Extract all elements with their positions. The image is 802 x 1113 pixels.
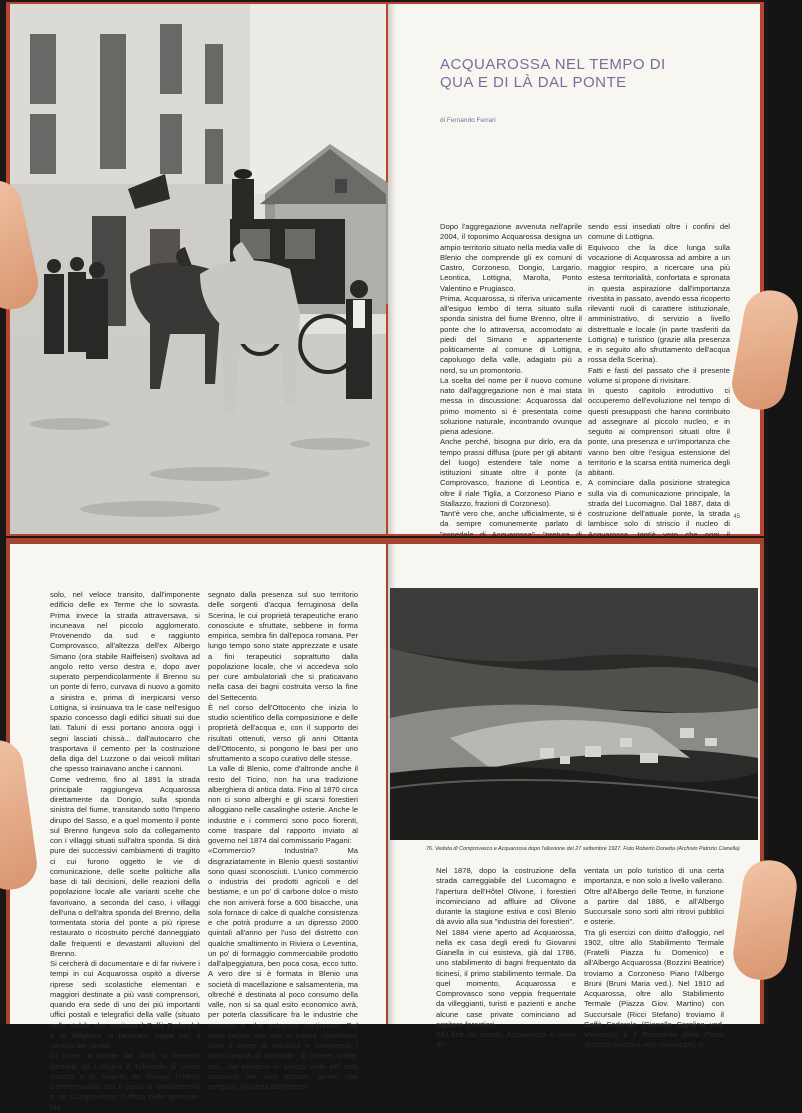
text-column-a: solo, nel veloce transito, dall'imponente edificio delle ex Terme che lo sovrasta. Prima invece la strada attraversava, si incuneava nel piccolo agglomerato. Provenendo da sud e raggiunto Comprovasco, all'altezza dell'ex Albergo Simano (ora stabile Raiffeisen) svoltava ad angolo retto verso destra e, dopo aver superato perpendicolarmente il Brenno su un ponte di ferro, curvava di nuovo a gomito a sinistra e, prima di inerpicarsi verso Lottigna, si insinuava tra le case nell'esiguo spazio concesso dagli edifici situati sui due lati. Taluni di essi portano ancora oggi i segni lasciati chissà... dall'autocarro che trasportava il cemento per la costruzione della diga del Luzzone o dai veicoli militari che spesso trainavano anche i cannoni. Come vedremo, fino al 1891 la strada principale raggiungeva Acquarossa direttamente da Dongio, sulla sponda sinistra del fiume, transitando sotto l'imperio dirupo del Sasso, e a quel momento il ponte sul Brenno fungeva solo da collegamento con i villaggi situati sull'altra sponda. Si dirà pure dei successivi cambiamenti di tragitto ci cui furono oggetto le vie di comunicazione, delle scelte politiche alla base di tali decisioni, delle reazioni della popolazione locale alle varianti scelte che favorivano, a seconda del caso, i villaggi dell'una o dell'altra sponda del Brenno, della tormentata storia del ponte a più riprese restaurato o ricostruito perché danneggiato dalle frequenti e devastanti alluvioni del Brenno. Si cercherà di documentare e di far rivivere i tempi in cui Acquarossa ospitò a diverse riprese sedi scolastiche elementari e maggiori destinate a più vasti comprensori, quando era sede di uno dei più importanti uffici postali e telegrafici della valle (situato nello stabile che ospitava il Caffè Federale) e le diligenze vi facevano tappa per il cambio dei cavalli. Di come, a partire dal 1891, vi vennero trasferiti da Lottigna il Tribunale di prima istanza e in seguito da Dongio l'Ufficio Commissariale con il posto di Gendarmeria e da Comprovasco l'Ufficio delle Ipoteche. Ma [50, 590, 200, 1112]
text-column-b: segnato dalla presenza sul suo territorio delle sorgenti d'acqua ferruginosa della Scerina, le cui proprietà terapeutiche erano conosciute e sfruttate, sebbene in forma empirica, sembra fin dall'epoca romana. Per lungo tempo sono state apprezzate e usate a fini terapeutici soprattutto dalla popolazione locale, che vi accedeva solo per cure ambulatoriali che si praticavano nella casa dei bagni costruita verso la fine del Settecento. È nel corso dell'Ottocento che inizia lo studio scientifico della composizione e delle proprietà dell'acqua e, con il supporto dei risultati ottenuti, verso gli anni Ottanta dell'Ottocento, si pongono le basi per uno sfruttamento a scopo curativo delle stesse. La valle di Blenio, come d'altronde anche il resto del Ticino, non ha una tradizione alberghiera di antica data. Fino al 1870 circa non ci sono alberghi e gli scarsi forestieri alloggiano nelle casalinghe osterie. Anche le industrie e i commerci sono poco fiorenti, come traspare dal rapporto inviato al governo nel 1874 dal commissario Pagani: «Commercio? Industria? Ma disgraziatamente in Blenio questi sostantivi sono quasi sconosciuti. L'unico commercio o industria dei prodotti agricoli e del bestiame, e un po' di carbone dolce o misto che non arriverà forse a 600 bisacche, una sola fornace di calce di qualche consistenza e che potrà produrre a un dipresso 2000 quintali all'anno per l'uso del distretto con qualche smaltimento in Riviera o Leventina, un po' di formaggio commerciabile prodotto dall'alpeggiatura, ben poca cosa, ecco tutto. A vero dire si è formata in Blenio una società di macellazione e salsamenteria, ma oltreché è destinata al poco consumo della valle, non si sa qual esito economico avrà, per poterla classificare fra le industrie che sorgono e che potranno continuare. Del resto penso che non si possa classificare sotto il nome di industria e commercio i pochi negozi di granaglie, di osterie, stoffe, ecc. che esistono in questa valle per solo consumo dei suoi abitanti, generi che vengono importati dall'estero». [208, 590, 358, 1091]
text-column-right: sendo essi insediati oltre i confini del comune di Lottigna. Equivoco che la dice lunga sulla vocazione di Acquarossa ad ambire a un maggior respiro, a ricercare una più estesa territorialità, confortata e spronata in questa aspirazione dall'importanza rivestita in passato, avendo essa ricoperto rilevanti ruoli di carattere istituzionale, amministrativo, di servizio a livello distrettuale e locale (in parte trasferiti da Lottigna) e turistico (grazie alla presenza e in seguito allo sfruttamento dell'acqua rossa della Scerina). Fatti e fasti del passato che il presente volume si propone di rivisitare. In questo capitolo introduttivo ci occuperemo dell'evoluzione nel tempo di questi presupposti che hanno contribuito ad assegnare al piccolo nucleo, e in seguito ai comprensori situati oltre il ponte, una presenza e un'importanza che vanno ben oltre l'esigua estensione del territorio e la scarsa entità numerica degli abitanti. A cominciare dalla posizione strategica sulla via di comunicazione principale, la strada del Lucomagno. Dal 1887, data di costruzione dell'attuale ponte, la strada lambisce solo di striscio il nucleo di Acquarossa, tant'è vero che oggi il [588, 222, 730, 539]
chapter-author: di Fernando Ferrari [440, 117, 496, 124]
photo-caption: 76. Veduta di Comprovasco e Acquarossa dopo l'alluvione del 27 settembre 1927. Foto Roberto Donetta (Archivio Patrizio Cianella) [426, 846, 740, 852]
text-column-left: Dopo l'aggregazione avvenuta nell'aprile 2004, il toponimo Acquarossa designa un ampio territorio situato nella media valle di Blenio che comprende gli ex comuni di Castro, Corzoneso, Dongio, Largario, Leontica, Lottigna, Marolta, Ponto Valentino e Prugiasco. Prima, Acquarossa, si riferiva unicamente all'esiguo lembo di terra situato sulla sponda sinistra del fiume Brenno, oltre il ponte che lo attraversa, accomodato ai piedi del Simano e appartenente politicamente al comune di Lottigna, capoluogo della valle, adagiato più a nord, su un promontorio. La scelta del nome per il nuovo comune nato dall'aggregazione non è mai stata messa in discussione: Acquarossa dal primo momento si è presentata come soluzione naturale, incontrando ovunque piena adesione. Anche perché, bisogna pur dirlo, era da tempo prassi diffusa (pure per gli abitanti del luogo) estendere tale nome a istituzioni situate oltre il ponte (a Comprovasco, frazione di Leontica e, oltre il riale Tiglia, a Corzoneso Piano e Stallazzo, frazioni di Corzoneso). Tant'è vero che, anche ufficialmente, si è da sempre comunemente parlato di "ospedale di Acquarossa", "pretura di [440, 222, 582, 539]
page-number: 45 [733, 514, 740, 520]
chapter-title: ACQUAROSSA NEL TEMPO DI QUA E DI LÀ DAL PONTE [440, 56, 666, 91]
page-gutter-shadow [388, 4, 396, 534]
text-column-c: Nel 1878, dopo la costruzione della strada carreggiabile del Lucomagno e l'apertura dell'Hôtel Olivone, i forestieri incominciano ad affluire ad Olivone durante la stagione estiva e così Blenio dà avvio alla sua "industria dei forestieri". Nel 1884 viene aperto ad Acquarossa, nella ex casa degli eredi fu Giovanni Gianella in cui esisteva, già dal 1786, uno stabilimento di bagni frequentato da ticinesi, il primo stabilimento termale. Da quel momento, Acquarossa e Comprovasco sono veppia frequentate da villeggianti, turisti e pazienti e anche alcune case private cominciano ad ospitare forestieri. Alla fine del secolo, Acquarossa è ormai di- [436, 866, 576, 1050]
text-column-d: ventata un polo turistico di una certa importanza, e non solo a livello vallerano. Oltre all'Albergo delle Terme, in funzione a partire dal 1886, e all'Albergo Succursale sono sorti altri ritrovi pubblici e osterie. Tra gli esercizi con diritto d'alloggio, nel 1902, oltre allo Stabilimento Termale (Fratelli Piazza fu Domenico) e all'Albergo Acquarossa (Bozzini Beatrice) troviamo a Corzoneso Piano l'Albergo Bruni (Bruni Maria ved.). Nel 1910 ad Acquarossa, oltre allo Stabilimento Termale (Piazza Giov. Martino) con Succursale (Ricci Stefano) troviamo il Caffè Federale (Gianella Carolina ved. Vincenzo) e il Ristorante della Posta (Bozzini Beatrice ved. Giuseppe), a [584, 866, 724, 1050]
right-page-photo-and-text [388, 544, 760, 1050]
left-page-photo [10, 4, 386, 534]
bottom-spread [0, 538, 768, 1112]
right-page-text [388, 4, 760, 539]
left-page-text [10, 544, 386, 1112]
valley-flood-photo [390, 588, 758, 840]
historic-stagecoach-photo [10, 4, 386, 534]
top-spread [0, 0, 768, 538]
